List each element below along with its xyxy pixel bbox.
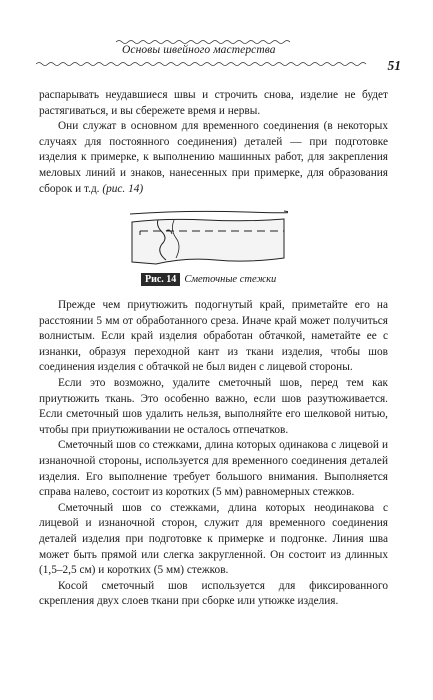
figure-reference: (рис. 14) [102,182,144,195]
paragraph-text: Они служат в основном для временного соединения (в некоторых случаях для постоянного соединения) деталей — при подготовке изделия к примерке, к выполнению машинных работ, для закрепления меловых линий и знаков, нанесенных при примерке, для образования сборок и т.д. [39,120,388,195]
paragraph: Прежде чем приутюжить подогнутый край, приметайте его на расстоянии 5 мм от обработанного среза. Иначе край может получиться волнистым. Если край изделия обработан обтачкой, наметайте ее с изнанки, образуя переходной кант из ткани изделия, чтобы шов соединения изделия с обтачкой не был виден с лицевой стороны. [39,299,388,374]
figure-basting-stitches [126,208,288,270]
text-block-top [39,88,388,197]
figure-caption [141,273,276,286]
running-header [36,38,401,82]
paragraph: Сметочный шов со стежками, длина которых неодинакова с лицевой и изнаночной сторон, служит для временного соединения деталей изделия при подготовке к примерке и подгонке. Линия шва может быть прямой или слегка закругленной. Он состоит из длинных (1,5–2,5 см) и коротких (5 мм) стежков. [39,501,388,577]
figure-caption-text: Сметочные стежки [184,274,277,285]
paragraph: Если это возможно, удалите сметочный шов, перед тем как приутюжить ткань. Это особенно важно, если шов разутюживается. Если сметочный шов удалить нельзя, выполняйте его шелковой нитью, чтобы при приутюживании не осталось отпечатков. [39,376,388,436]
text-block-bottom [39,298,388,610]
paragraph: распарывать неудавшиеся швы и строчить снова, изделие не будет растягиваться, и вы сбережете время и нервы. [39,89,388,117]
header-title: Основы швейного мастерства [122,44,276,56]
paragraph [39,119,388,197]
page-number: 51 [387,58,401,73]
figure-label: Рис. 14 [141,273,180,286]
paragraph: Косой сметочный шов используется для фиксированного скрепления двух слоев ткани при сборке или утюжке изделия. [39,579,388,608]
paragraph: Сметочный шов со стежками, длина которых одинакова с лицевой и изнаночной стороны, используется для временного соединения деталей изделия. Его выполнение требует большого внимания. Выполняется справа налево, состоит из коротких (5 мм) равномерных стежков. [39,439,388,499]
